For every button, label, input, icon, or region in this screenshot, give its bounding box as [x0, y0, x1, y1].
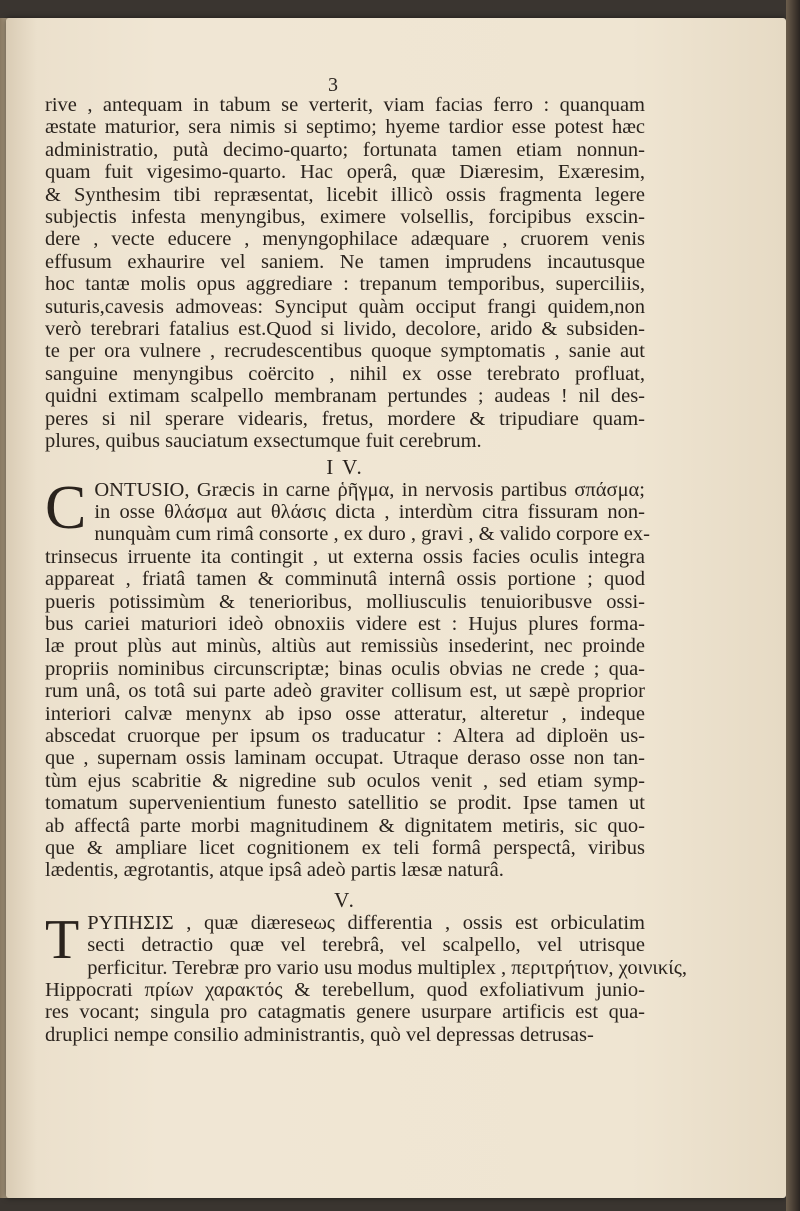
- text-line: ab affectâ parte morbi magnitudinem & dignitatem metiris, sic quo-: [45, 814, 645, 837]
- text-line: que & ampliare licet cognitionem ex teli formâ perspectâ, viribus: [45, 837, 645, 859]
- text-line: tomatum supervenientium funesto satellitio se prodit. Ipse tamen ut: [45, 792, 645, 815]
- text-line: pueris potissimùm & tenerioribus, molliusculis tenuioribusve ossi-: [45, 590, 645, 613]
- text-line: quidni extimam scalpello membranam pertundes ; audeas ! nil des-: [45, 385, 645, 408]
- text-line: hoc tantæ molis opus aggrediare : trepanum temporibus, superciliis,: [45, 273, 645, 296]
- text-line: propriis nominibus circunscriptæ; binas oculis obvias ne crede ; qua-: [45, 657, 645, 680]
- text-line: sanguine menyngibus coërcito , nihil ex osse terebrato profluat,: [45, 362, 645, 385]
- text-line: effusum exhaurire vel saniem. Ne tamen imprudens incautusque: [45, 250, 645, 273]
- page-text: [45, 94, 687, 1046]
- text-line: Hippocrati πρίων χαρακτός & terebellum, quod exfoliativum junio-: [45, 979, 645, 1002]
- text-line: ONTUSIO, Græcis in carne ῥῆγμα, in nervosis partibus σπάσμα;: [94, 478, 645, 501]
- section-iv: [45, 473, 650, 882]
- dropcap-c: C: [45, 473, 87, 542]
- text-line: plures, quibus sauciatum exsectumque fuit cerebrum.: [45, 430, 482, 453]
- book-edge: [786, 0, 800, 1211]
- section-v-body: [45, 908, 687, 1046]
- text-line: rum unâ, os totâ sui parte adeò graviter collisum est, ut sæpè proprior: [45, 680, 645, 703]
- section-iv-body: [45, 473, 650, 882]
- dropcap-t: T: [45, 908, 80, 971]
- text-line: abscedat cruorque per ipsum os traducatur : Altera ad diploën us-: [45, 724, 645, 747]
- text-line: suturis,cavesis admoveas: Synciput quàm occiput frangi quidem,non: [45, 295, 645, 318]
- page-number: 3: [328, 74, 338, 96]
- text-line: quam fuit vigesimo-quarto. Hac operâ, quæ Diæresim, Exæresim,: [45, 161, 645, 184]
- section-heading-v: V.: [334, 887, 356, 912]
- text-line: & Synthesim tibi repræsentat, licebit illicò ossis fragmenta legere: [45, 183, 645, 206]
- text-line: rive , antequam in tabum se verterit, viam facias ferro : quanquam: [45, 94, 645, 116]
- text-line: res vocant; singula pro catagmatis genere usurpare artificis est qua-: [45, 1001, 645, 1024]
- text-line: administratio, putà decimo-quarto; fortunata tamen etiam nonnun-: [45, 138, 645, 161]
- text-line: te per ora vulnere , recrudescentibus quoque symptomatis , sanie aut: [45, 340, 645, 363]
- text-line: appareat , friatâ tamen & comminutâ internâ ossis portione ; quod: [45, 568, 645, 591]
- text-line: trinsecus irruente ita contingit , ut externa ossis facies oculis integra: [45, 545, 645, 568]
- text-line: læ prout plùs aut minùs, altiùs aut remissiùs insederint, nec proinde: [45, 635, 645, 658]
- text-line: dere , vecte educere , menyngophilace adæquare , cruorem venis: [45, 228, 645, 251]
- text-line: in osse θλάσμα aut θλάσις dicta , interdùm citra fissuram non-: [94, 500, 645, 523]
- text-line: æstate maturior, sera nimis si septimo; hyeme tardior esse potest hæc: [45, 116, 645, 139]
- section-heading-iv: I V.: [326, 454, 364, 479]
- text-line: verò terebrari fatalius est.Quod si livido, decolore, arido & subsiden-: [45, 318, 645, 341]
- text-line: nunquàm cum rimâ consorte , ex duro , gravi , & valido corpore ex-: [94, 523, 650, 546]
- text-line: tùm ejus scabritie & nigredine sub oculos venit , sed etiam symp-: [45, 769, 645, 792]
- text-line: bus cariei maturiori ideò obnoxiis videre est : Hujus plures forma-: [45, 612, 645, 635]
- text-line: secti detractio quæ vel terebrâ, vel scalpello, vel utrisque: [87, 934, 645, 957]
- text-line: peres si nil sperare videaris, fretus, mordere & tripudiare quam-: [45, 407, 645, 430]
- text-line: ΡΥΠΗΣΙΣ , quæ diæreseως differentia , ossis est orbiculatim: [87, 911, 645, 934]
- text-line: interiori calvæ menynx ab ipso osse atteratur, alteretur , indeque: [45, 702, 645, 725]
- paragraph-top: [45, 94, 645, 453]
- text-line: lædentis, ægrotantis, atque ipsâ adeò partis læsæ naturâ.: [45, 859, 504, 882]
- text-line: subjectis infesta menyngibus, eximere volsellis, forcipibus exscin-: [45, 206, 645, 229]
- text-line: druplici nempe consilio administrantis, quò vel depressas detrusas-: [45, 1023, 594, 1046]
- text-line: que , supernam ossis laminam occupat. Utraque deraso osse non tan-: [45, 747, 645, 770]
- text-line: perficitur. Terebræ pro vario usu modus multiplex , περιτρήτιον, χοινικίς,: [87, 956, 687, 979]
- section-v: [45, 908, 687, 1046]
